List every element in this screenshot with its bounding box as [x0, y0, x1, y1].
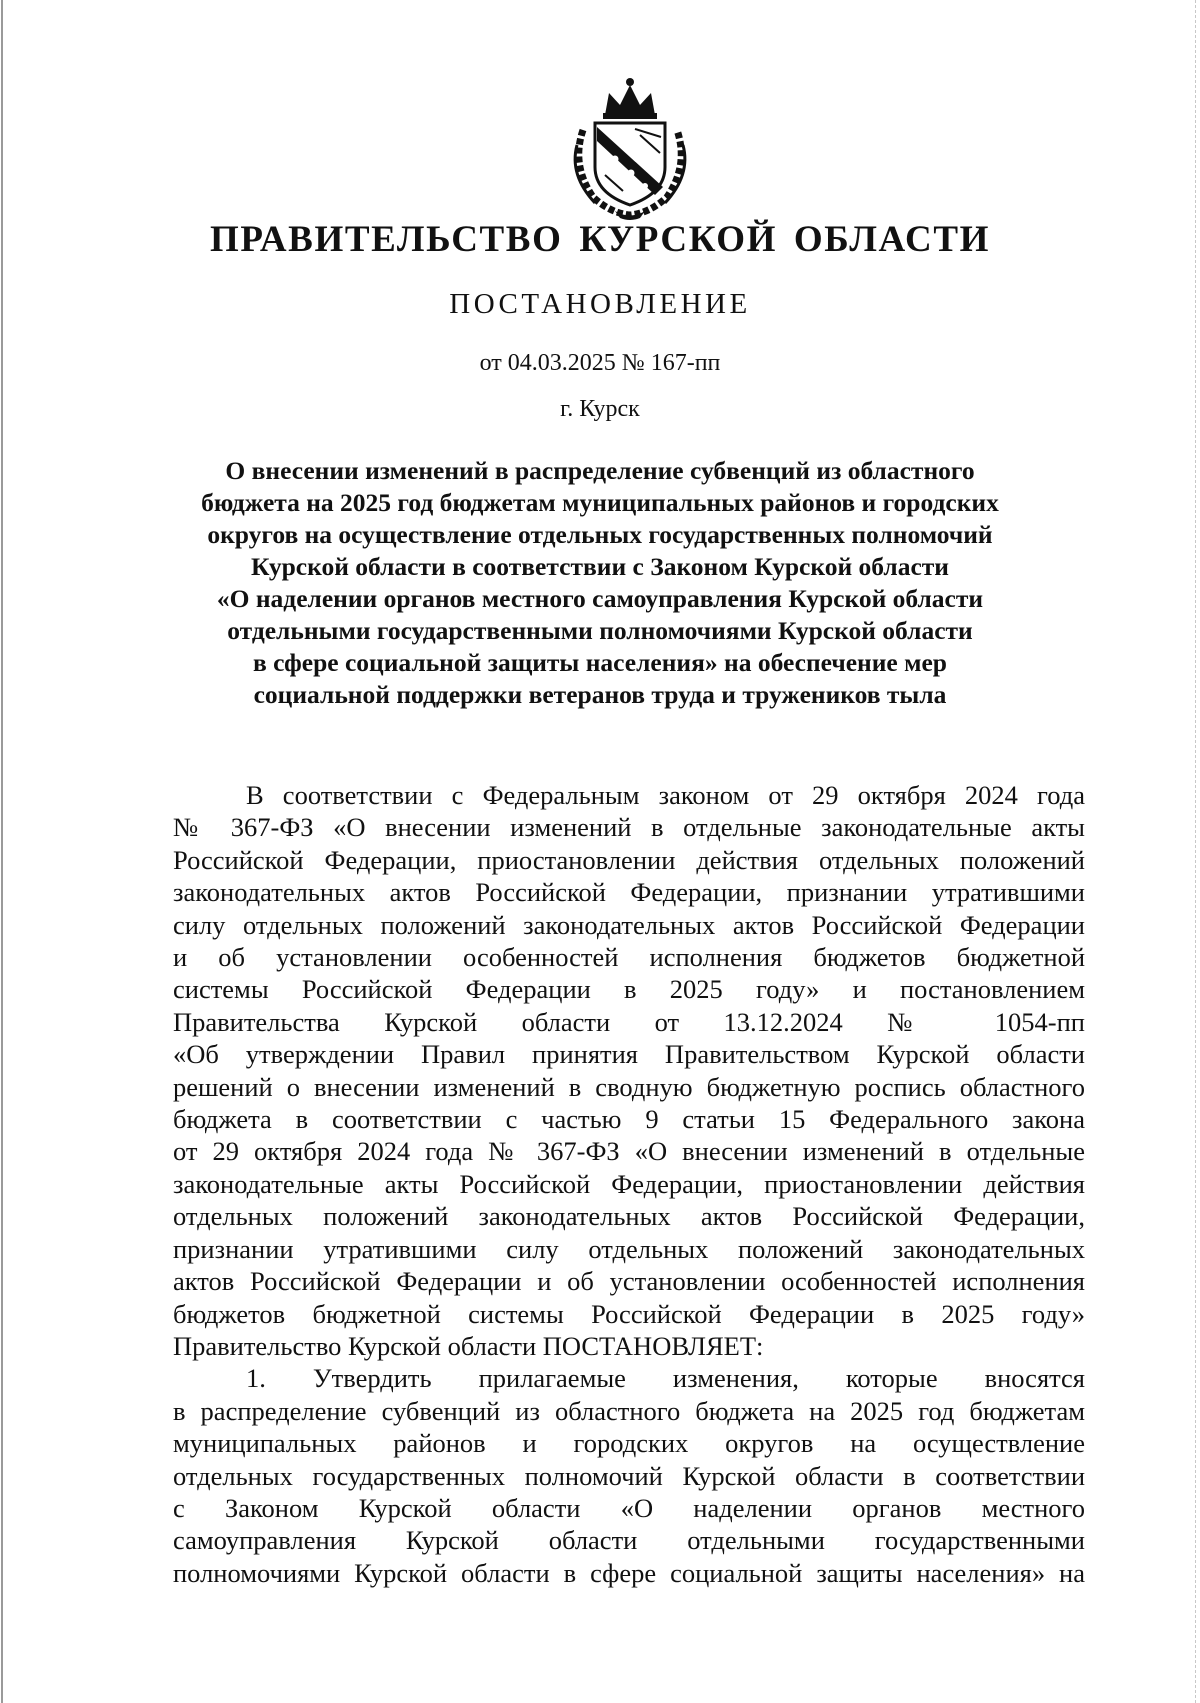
document-type: ПОСТАНОВЛЕНИЕ: [449, 288, 751, 320]
preamble-line: бюджетов бюджетной системы Российской Федерации в 2025 году»: [173, 1298, 1085, 1329]
preamble-line: системы Российской Федерации в 2025 году» и постановлением: [173, 974, 1085, 1005]
preamble-line: «Об утверждении Правил принятия Правительством Курской области: [173, 1039, 1085, 1070]
subject-line: в сфере социальной защиты населения» на обеспечение мер: [253, 648, 947, 677]
preamble-line: Правительство Курской области ПОСТАНОВЛЯЕТ:: [173, 1330, 764, 1361]
item-1-line: самоуправления Курской области отдельными государственными: [173, 1525, 1085, 1556]
subject-line: О внесении изменений в распределение субвенций из областного: [225, 456, 975, 485]
document-body: [173, 779, 1085, 1589]
item-1-line: отдельных государственных полномочий Курской области в соответствии: [173, 1460, 1085, 1491]
preamble-line: В соответствии с Федеральным законом от 29 октября 2024 года: [246, 780, 1085, 810]
subject-line: округов на осуществление отдельных государственных полномочий: [207, 520, 993, 549]
subject-line: отдельными государственными полномочиями Курской области: [227, 616, 973, 645]
preamble-line: признании утратившими силу отдельных положений законодательных: [173, 1233, 1085, 1264]
preamble-line: бюджета в соответствии с частью 9 статьи 15 Федерального закона: [173, 1104, 1085, 1135]
item-1-line: с Законом Курской области «О наделении органов местного: [173, 1492, 1085, 1523]
subject-line: «О наделении органов местного самоуправления Курской области: [216, 584, 984, 613]
subject-line: бюджета на 2025 год бюджетам муниципальных районов и городских: [201, 488, 999, 517]
subject-line: Курской области в соответствии с Законом Курской области: [250, 552, 949, 581]
preamble-line: законодательных актов Российской Федерации, признании утратившими: [173, 877, 1085, 908]
preamble-line: Правительства Курской области от 13.12.2024 № 1054-пп: [173, 1006, 1085, 1037]
city: г. Курск: [560, 396, 640, 422]
subject-line: социальной поддержки ветеранов труда и тружеников тыла: [253, 680, 947, 709]
preamble-line: от 29 октября 2024 года № 367-ФЗ «О внесении изменений в отдельные: [173, 1136, 1085, 1167]
item-1-line: 1. Утвердить прилагаемые изменения, которые вносятся: [246, 1363, 1085, 1394]
preamble-line: законодательные акты Российской Федерации, приостановлении действия: [173, 1168, 1085, 1199]
item-1-line: в распределение субвенций из областного бюджета на 2025 год бюджетам: [173, 1395, 1085, 1426]
preamble-line: Российской Федерации, приостановлении действия отдельных положений: [173, 844, 1085, 875]
preamble-line: силу отдельных положений законодательных актов Российской Федерации: [173, 909, 1085, 940]
preamble-line: № 367-ФЗ «О внесении изменений в отдельные законодательные акты: [173, 812, 1085, 843]
coat-of-arms-emblem: [565, 75, 695, 220]
preamble-line: и об установлении особенностей исполнения бюджетов бюджетной: [173, 942, 1085, 973]
date-and-number: от 04.03.2025 № 167-пп: [479, 350, 721, 376]
document-subject: [140, 455, 1060, 711]
item-1-line: полномочиями Курской области в сфере социальной защиты населения» на: [173, 1557, 1085, 1588]
preamble-line: актов Российской Федерации и об установлении особенностей исполнения: [173, 1266, 1085, 1297]
government-title: ПРАВИТЕЛЬСТВО КУРСКОЙ ОБЛАСТИ: [210, 219, 990, 260]
preamble-line: отдельных положений законодательных актов Российской Федерации,: [173, 1201, 1085, 1232]
item-1-line: муниципальных районов и городских округов на осуществление: [173, 1428, 1085, 1459]
preamble-line: решений о внесении изменений в сводную бюджетную роспись областного: [173, 1071, 1085, 1102]
